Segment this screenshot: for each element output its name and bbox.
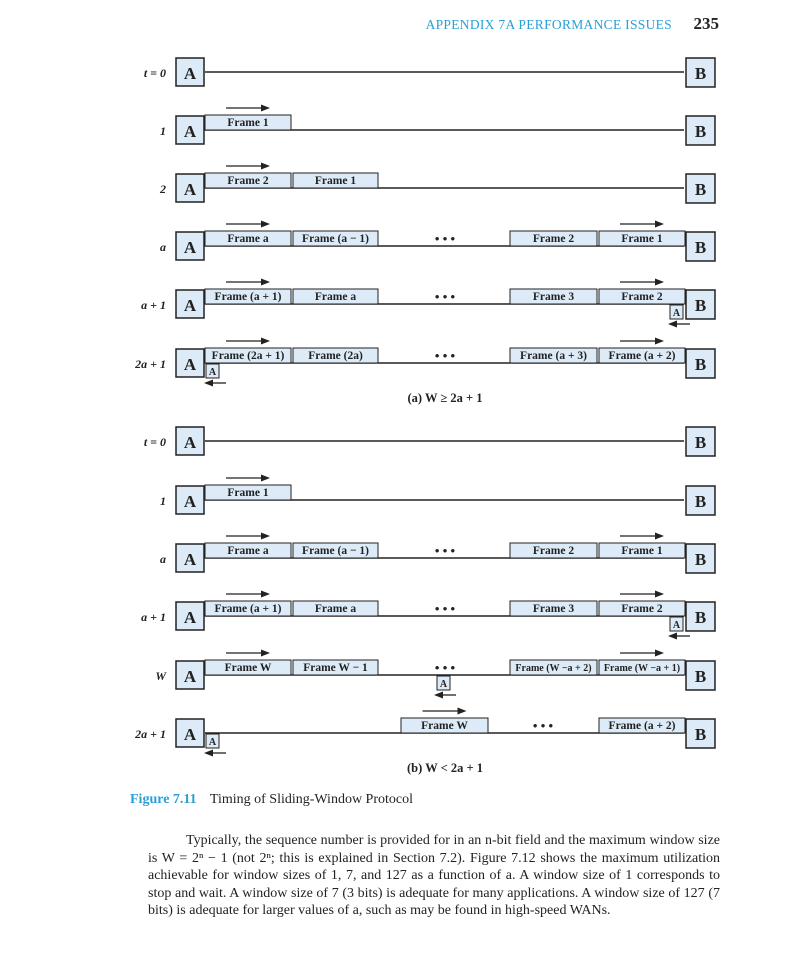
time-label: 2a + 1 xyxy=(135,357,166,371)
send-arrow-head xyxy=(261,163,270,170)
frame-label: Frame 2 xyxy=(621,603,663,615)
panel-caption: (b) W < 2a + 1 xyxy=(407,761,483,775)
frame-label: Frame (a + 2) xyxy=(608,350,676,362)
ellipsis-dots: • • • xyxy=(532,718,554,733)
ack-label: A xyxy=(672,620,681,631)
station-b-label: B xyxy=(694,433,707,452)
frame-label: Frame a xyxy=(227,545,269,557)
ellipsis-dots: • • • xyxy=(434,231,456,246)
frame-label: Frame 1 xyxy=(621,545,663,557)
station-a-label: A xyxy=(183,550,197,569)
ack-label: A xyxy=(208,737,217,748)
frame-label: Frame (a + 1) xyxy=(214,291,282,303)
send-arrow-head xyxy=(261,221,270,228)
station-b-label: B xyxy=(694,667,707,686)
time-label: t = 0 xyxy=(143,435,166,449)
station-b-label: B xyxy=(694,64,707,83)
send-arrow-head xyxy=(261,650,270,657)
time-label: a + 1 xyxy=(141,610,166,624)
station-b-label: B xyxy=(694,550,707,569)
frame-label: Frame (a + 3) xyxy=(520,350,587,362)
time-label: 1 xyxy=(160,494,166,508)
send-arrow-head xyxy=(655,533,664,540)
ack-arrow-head xyxy=(668,321,677,328)
station-a-label: A xyxy=(183,725,197,744)
frame-label: Frame (a − 1) xyxy=(302,545,369,557)
frame-label: Frame 3 xyxy=(532,603,575,615)
frame-label: Frame 3 xyxy=(532,291,575,303)
frame-label: Frame 1 xyxy=(621,233,663,245)
ack-arrow-head xyxy=(434,692,443,699)
send-arrow-head xyxy=(261,475,270,482)
send-arrow-head xyxy=(655,338,664,345)
frame-label: Frame 1 xyxy=(227,487,269,499)
send-arrow-head xyxy=(261,105,270,112)
station-b-label: B xyxy=(694,296,707,315)
frame-label: Frame (2a + 1) xyxy=(211,350,285,362)
time-label: 2 xyxy=(160,182,166,196)
station-a-label: A xyxy=(183,122,197,141)
ellipsis-dots: • • • xyxy=(434,601,456,616)
ack-label: A xyxy=(439,679,448,690)
figure-title: Timing of Sliding-Window Protocol xyxy=(209,792,413,807)
body-paragraph: Typically, the sequence number is provided for in an n-bit field and the maximum window size is W = 2ⁿ − 1 (not 2ⁿ; this is explained in Section 7.2). Figure 7.12 shows the maximum utilization achievable for window sizes of 1, 7, and 127 as a function of a. A window size of 1 corresponds to stop and wait. A window size of 7 (3 bits) is adequate for many applications. A window size of 127 (7 bits) is adequate for larger values of a, such as may be found in high-speed WANs. xyxy=(148,833,720,919)
running-head-title: APPENDIX 7A PERFORMANCE ISSUES xyxy=(425,17,672,32)
send-arrow-head xyxy=(261,279,270,286)
time-label: 2a + 1 xyxy=(135,727,166,741)
ack-label: A xyxy=(672,308,681,319)
ack-arrow-head xyxy=(204,380,213,387)
time-label: t = 0 xyxy=(143,66,166,80)
frame-label: Frame 1 xyxy=(227,117,269,129)
send-arrow-head xyxy=(655,221,664,228)
station-a-label: A xyxy=(183,296,197,315)
station-b-label: B xyxy=(694,355,707,374)
figure-caption xyxy=(130,792,413,808)
frame-label: Frame W − 1 xyxy=(303,662,368,674)
time-label: a + 1 xyxy=(141,298,166,312)
station-b-label: B xyxy=(694,725,707,744)
frame-label: Frame (a − 1) xyxy=(302,233,369,245)
station-a-label: A xyxy=(183,667,197,686)
station-b-label: B xyxy=(694,608,707,627)
station-a-label: A xyxy=(183,64,197,83)
time-label: a xyxy=(160,552,166,566)
page-number: 235 xyxy=(693,14,719,33)
time-label: 1 xyxy=(160,124,166,138)
frame-label: Frame W xyxy=(224,662,272,674)
frame-label: Frame (2a) xyxy=(308,350,363,362)
send-arrow-head xyxy=(655,650,664,657)
frame-label: Frame 2 xyxy=(532,545,575,557)
station-b-label: B xyxy=(694,180,707,199)
ellipsis-dots: • • • xyxy=(434,660,456,675)
send-arrow-head xyxy=(655,591,664,598)
send-arrow-head xyxy=(261,338,270,345)
panel-caption: (a) W ≥ 2a + 1 xyxy=(407,391,483,405)
ellipsis-dots: • • • xyxy=(434,289,456,304)
frame-label: Frame 2 xyxy=(227,175,269,187)
ellipsis-dots: • • • xyxy=(434,348,456,363)
station-b-label: B xyxy=(694,492,707,511)
frame-label: Frame 1 xyxy=(314,175,357,187)
station-b-label: B xyxy=(694,122,707,141)
frame-label: Frame a xyxy=(227,233,269,245)
frame-label: Frame (a + 1) xyxy=(214,603,282,615)
ack-arrow-head xyxy=(668,633,677,640)
ack-arrow-head xyxy=(204,750,213,757)
time-label: a xyxy=(160,240,166,254)
station-a-label: A xyxy=(183,608,197,627)
send-arrow-head xyxy=(261,533,270,540)
station-a-label: A xyxy=(183,238,197,257)
station-a-label: A xyxy=(183,492,197,511)
send-arrow-head xyxy=(458,708,467,715)
frame-label: Frame (a + 2) xyxy=(608,720,676,732)
station-b-label: B xyxy=(694,238,707,257)
station-a-label: A xyxy=(183,180,197,199)
frame-label: Frame a xyxy=(314,603,357,615)
frame-label: Frame (W −a + 1) xyxy=(603,663,681,674)
frame-label: Frame a xyxy=(314,291,357,303)
time-label: W xyxy=(155,669,166,683)
station-a-label: A xyxy=(183,433,197,452)
frame-label: Frame 2 xyxy=(532,233,575,245)
send-arrow-head xyxy=(261,591,270,598)
send-arrow-head xyxy=(655,279,664,286)
ack-label: A xyxy=(208,367,217,378)
frame-label: Frame 2 xyxy=(621,291,663,303)
figure-label: Figure 7.11 xyxy=(130,792,197,807)
frame-label: Frame W xyxy=(421,720,468,732)
frame-label: Frame (W −a + 2) xyxy=(515,663,592,674)
ellipsis-dots: • • • xyxy=(434,543,456,558)
station-a-label: A xyxy=(183,355,197,374)
